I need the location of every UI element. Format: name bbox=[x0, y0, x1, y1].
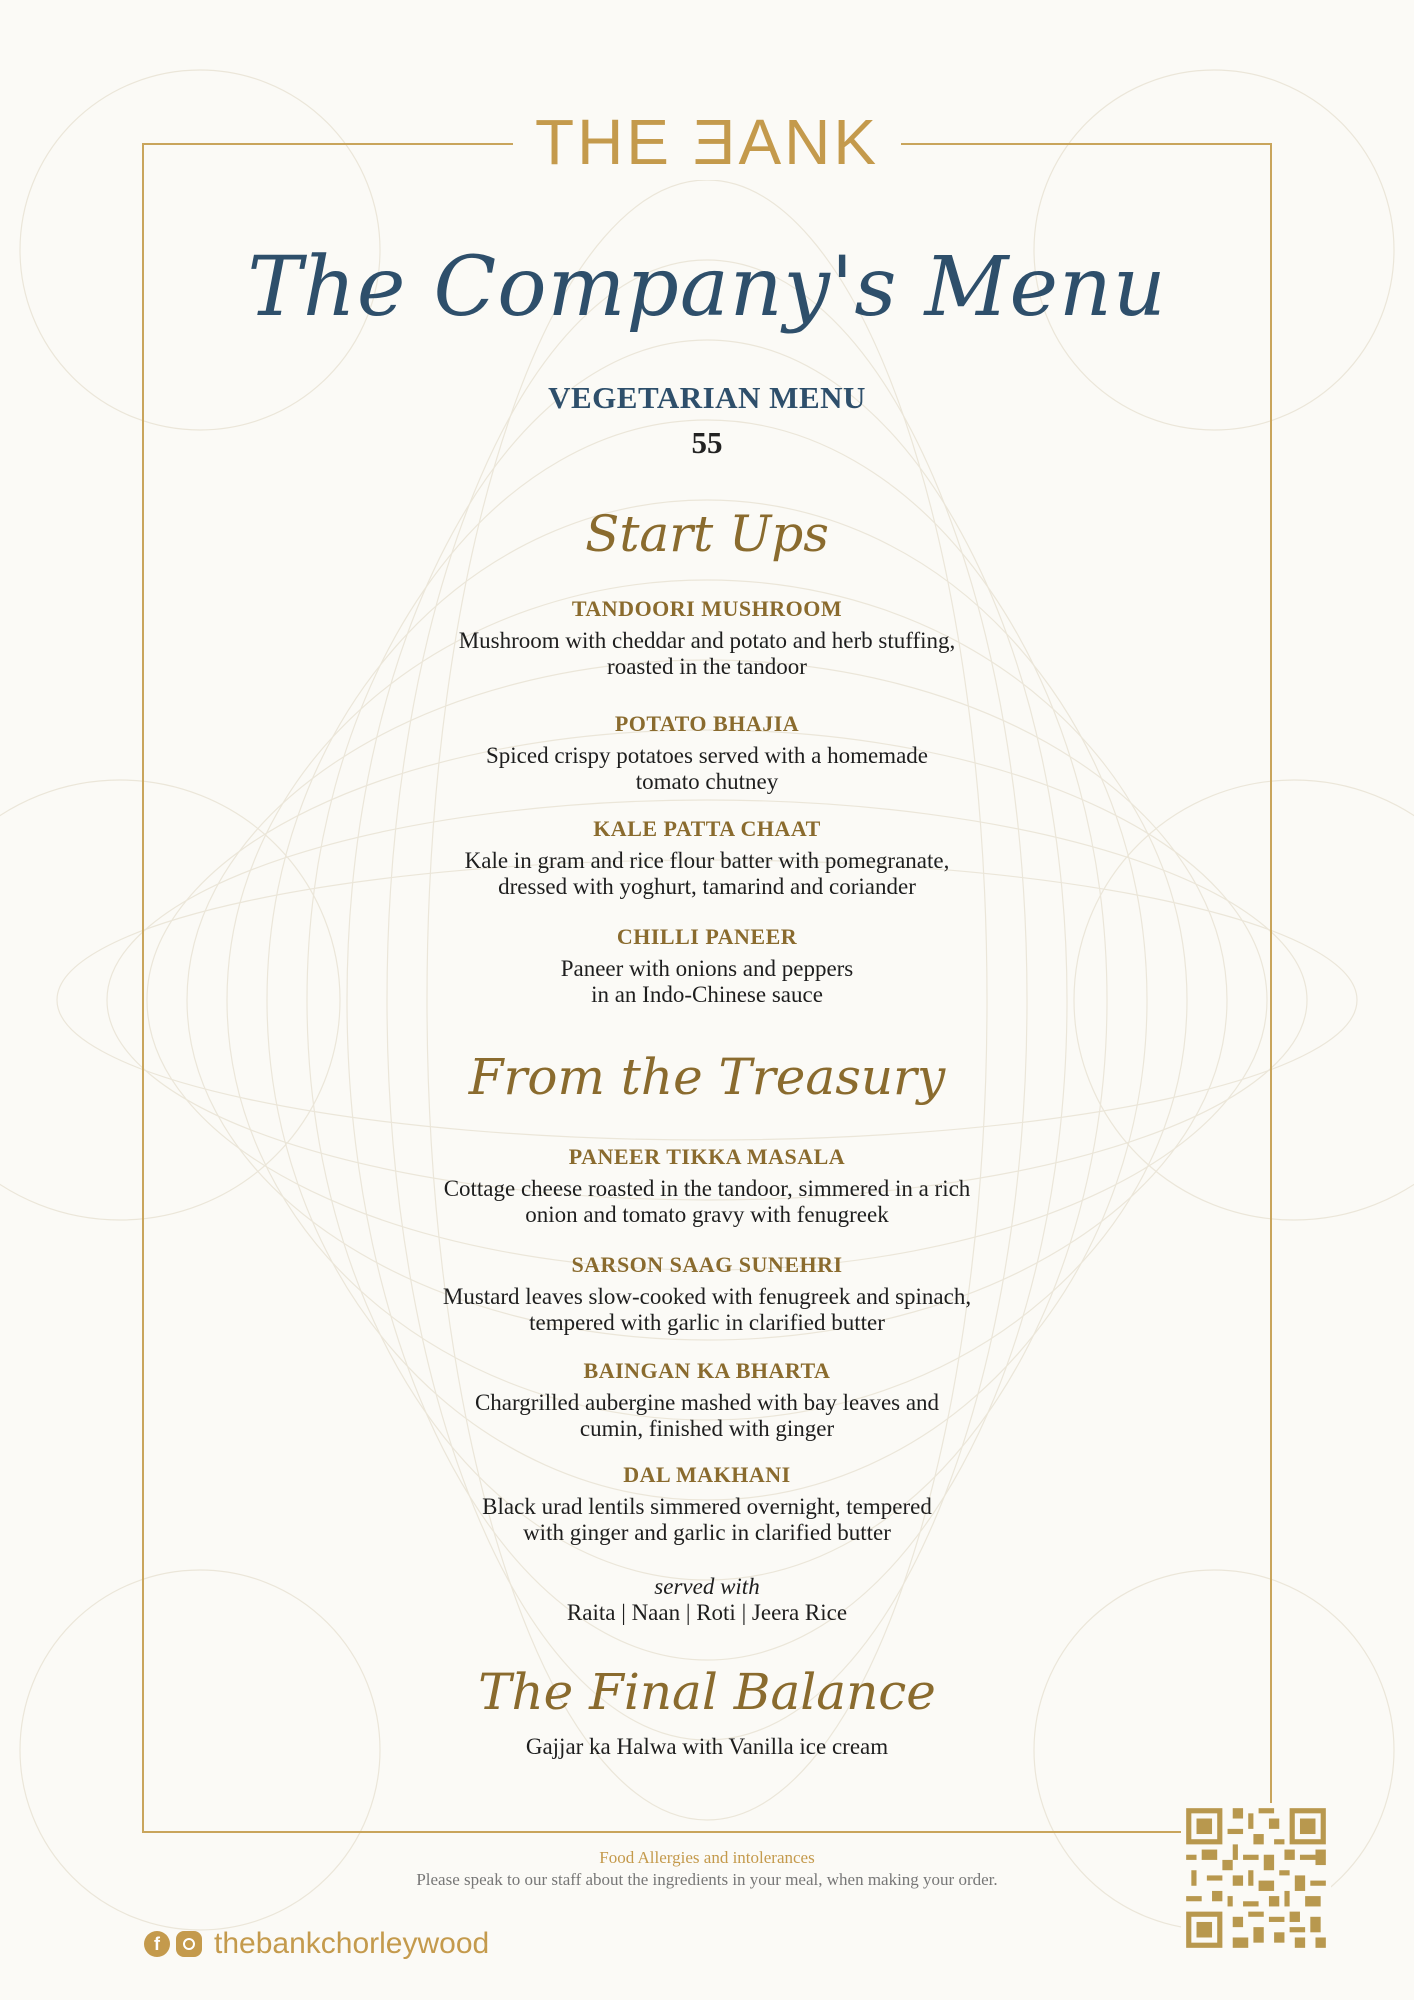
dish-description: Mushroom with cheddar and potato and herb stuffing, roasted in the tandoor bbox=[458, 628, 956, 679]
section-title-final-balance: The Final Balance bbox=[478, 1663, 936, 1721]
menu-item bbox=[142, 1252, 1272, 1336]
menu-item bbox=[142, 924, 1272, 1008]
dish-description: Kale in gram and rice flour batter with pomegranate, dressed with yoghurt, tamarind and coriander bbox=[464, 848, 950, 899]
allergy-title: Food Allergies and intolerances bbox=[599, 1848, 815, 1867]
served-with-items: Raita | Naan | Roti | Jeera Rice bbox=[566, 1600, 848, 1625]
social-handle[interactable]: thebankchorleywood bbox=[214, 1927, 490, 1960]
menu-item bbox=[142, 711, 1272, 795]
dish-description: Black urad lentils simmered overnight, tempered with ginger and garlic in clarified butter bbox=[482, 1494, 932, 1545]
facebook-icon[interactable]: f bbox=[144, 1931, 170, 1957]
menu-price: 55 bbox=[691, 425, 723, 460]
section-title-start-ups: Start Ups bbox=[585, 505, 829, 563]
dish-name: BAINGAN KA BHARTA bbox=[583, 1358, 831, 1383]
menu-item bbox=[142, 1358, 1272, 1442]
dish-description: Chargrilled aubergine mashed with bay leaves and cumin, finished with ginger bbox=[474, 1390, 940, 1441]
dish-name: POTATO BHAJIA bbox=[614, 711, 800, 736]
dish-description: Paneer with onions and peppers in an Indo-Chinese sauce bbox=[560, 956, 854, 1007]
dish-description: Cottage cheese roasted in the tandoor, simmered in a rich onion and tomato gravy with fenugreek bbox=[443, 1176, 971, 1227]
dish-name: DAL MAKHANI bbox=[623, 1462, 791, 1487]
served-with-label: served with bbox=[654, 1574, 760, 1599]
dish-name: CHILLI PANEER bbox=[616, 924, 798, 949]
allergy-notice: Please speak to our staff about the ingredients in your meal, when making your order. bbox=[416, 1870, 998, 1889]
dessert-item: Gajjar ka Halwa with Vanilla ice cream bbox=[525, 1734, 889, 1759]
menu-type: VEGETARIAN MENU bbox=[548, 380, 866, 415]
menu-item bbox=[142, 816, 1272, 900]
served-with bbox=[142, 1574, 1272, 1626]
menu-item bbox=[142, 596, 1272, 680]
dish-name: KALE PATTA CHAAT bbox=[593, 816, 821, 841]
qr-code-icon[interactable] bbox=[1181, 1803, 1331, 1953]
dish-name: TANDOORI MUSHROOM bbox=[571, 596, 843, 621]
section-title-from-the-treasury: From the Treasury bbox=[468, 1048, 946, 1106]
menu-item bbox=[142, 1144, 1272, 1228]
dish-name: SARSON SAAG SUNEHRI bbox=[571, 1252, 843, 1277]
menu-item bbox=[142, 1462, 1272, 1546]
dish-description: Spiced crispy potatoes served with a homemade tomato chutney bbox=[486, 743, 928, 794]
brand-logo: THE ƎANK bbox=[0, 104, 1414, 180]
instagram-icon[interactable] bbox=[176, 1931, 202, 1957]
dish-description: Mustard leaves slow-cooked with fenugreek and spinach, tempered with garlic in clarified butter bbox=[442, 1284, 972, 1335]
dish-name: PANEER TIKKA MASALA bbox=[568, 1144, 846, 1169]
social-links bbox=[144, 1928, 489, 1960]
page-title: The Company's Menu bbox=[247, 240, 1167, 335]
